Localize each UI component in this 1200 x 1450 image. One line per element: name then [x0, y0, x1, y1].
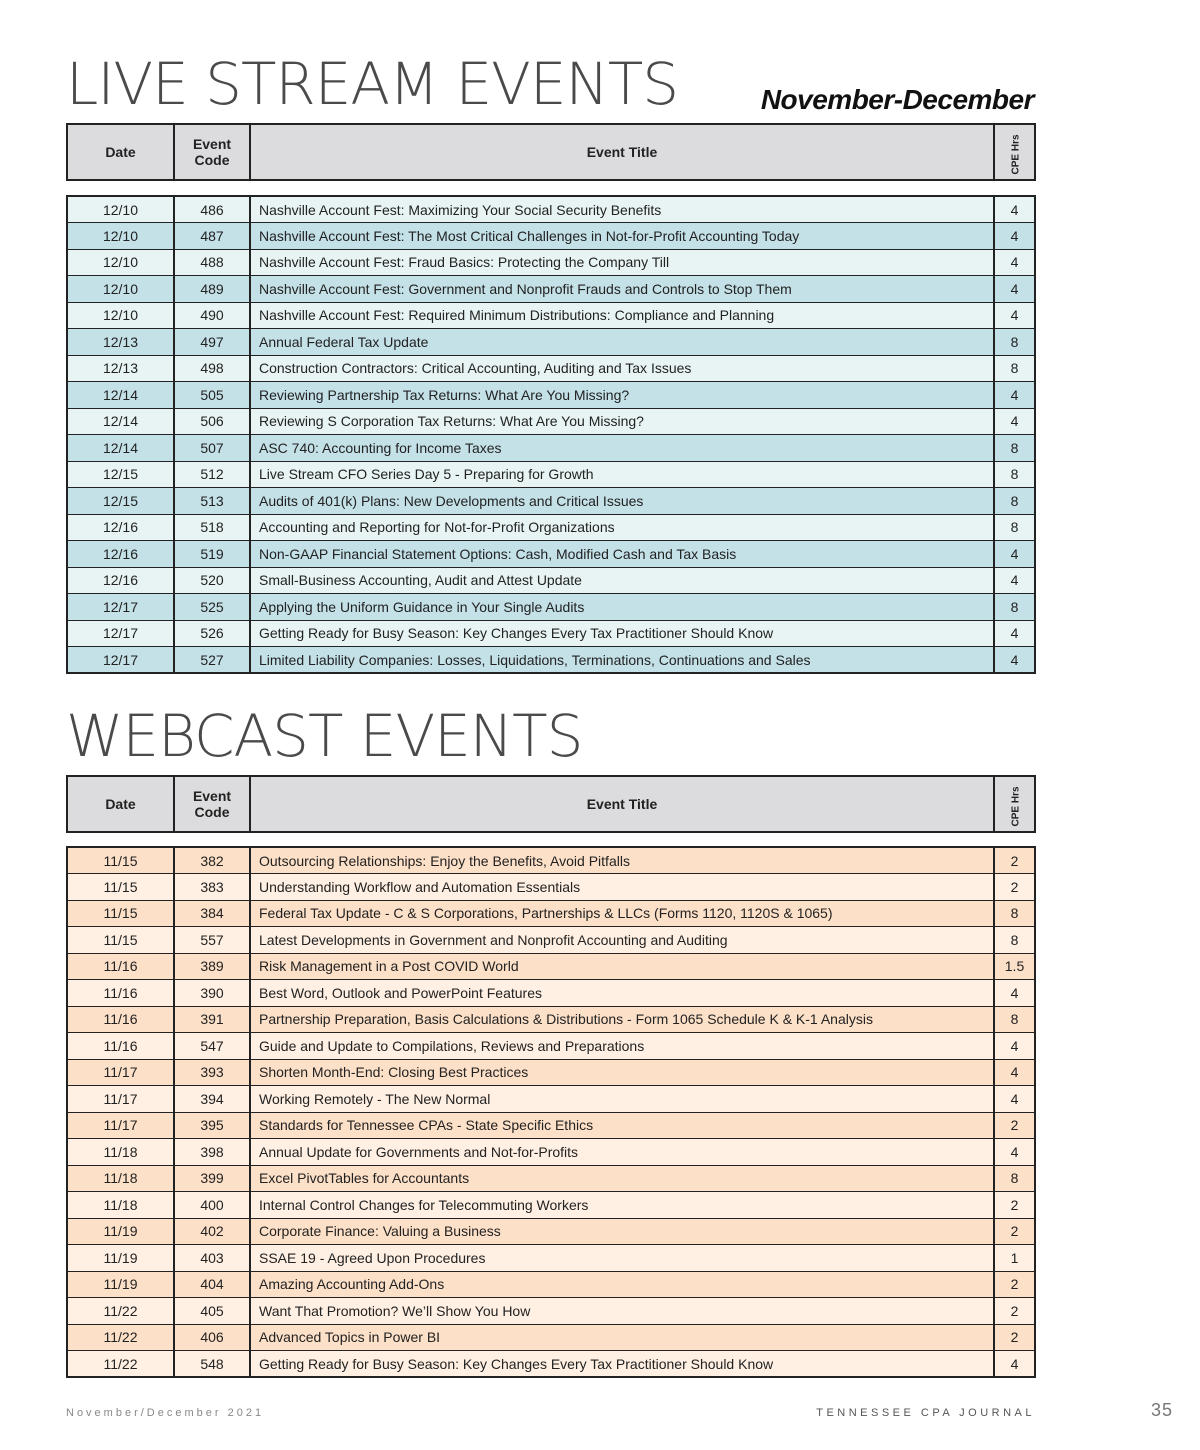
event-date: 11/22 [67, 1324, 174, 1351]
event-date: 12/14 [67, 382, 174, 409]
event-code: 406 [174, 1324, 250, 1351]
header-title: Event Title [250, 776, 994, 832]
cpe-hours: 1 [994, 1245, 1035, 1272]
event-date: 11/15 [67, 900, 174, 927]
table-row [67, 461, 1035, 488]
event-title: Want That Promotion? We’ll Show You How [250, 1298, 994, 1325]
table-row [67, 1298, 1035, 1325]
cpe-hours: 8 [994, 514, 1035, 541]
event-title: Audits of 401(k) Plans: New Developments and Critical Issues [250, 488, 994, 515]
event-title: Corporate Finance: Valuing a Business [250, 1218, 994, 1245]
event-code: 557 [174, 927, 250, 954]
event-code: 403 [174, 1245, 250, 1272]
cpe-hours: 4 [994, 567, 1035, 594]
cpe-hours: 2 [994, 1324, 1035, 1351]
event-date: 11/19 [67, 1271, 174, 1298]
event-date: 11/19 [67, 1218, 174, 1245]
event-date: 12/10 [67, 249, 174, 276]
event-date: 11/18 [67, 1192, 174, 1219]
cpe-hours: 4 [994, 276, 1035, 303]
table-row [67, 980, 1035, 1007]
event-title: Limited Liability Companies: Losses, Liquidations, Terminations, Continuations and Sales [250, 647, 994, 674]
event-title: Guide and Update to Compilations, Reviews and Preparations [250, 1033, 994, 1060]
header-code: Event Code [174, 776, 250, 832]
event-code: 525 [174, 594, 250, 621]
cpe-hours: 4 [994, 980, 1035, 1007]
event-date: 12/17 [67, 647, 174, 674]
event-title: Nashville Account Fest: Required Minimum Distributions: Compliance and Planning [250, 302, 994, 329]
event-date: 11/16 [67, 1006, 174, 1033]
event-code: 513 [174, 488, 250, 515]
table-row [67, 382, 1035, 409]
header-hrs: CPE Hrs [994, 776, 1035, 832]
table-row [67, 249, 1035, 276]
table-row [67, 1165, 1035, 1192]
cpe-hours: 4 [994, 249, 1035, 276]
table-row [67, 1218, 1035, 1245]
cpe-hours: 8 [994, 488, 1035, 515]
table-row [67, 514, 1035, 541]
footer-issue: November/December 2021 [66, 1407, 265, 1419]
cpe-hours: 8 [994, 1165, 1035, 1192]
cpe-hours: 4 [994, 223, 1035, 250]
event-date: 12/15 [67, 488, 174, 515]
event-title: Understanding Workflow and Automation Essentials [250, 874, 994, 901]
event-code: 487 [174, 223, 250, 250]
table-row [67, 1033, 1035, 1060]
cpe-hours: 4 [994, 620, 1035, 647]
event-title: Live Stream CFO Series Day 5 - Preparing for Growth [250, 461, 994, 488]
event-title: Nashville Account Fest: Fraud Basics: Protecting the Company Till [250, 249, 994, 276]
event-title: Annual Update for Governments and Not-for-Profits [250, 1139, 994, 1166]
event-title: Standards for Tennessee CPAs - State Specific Ethics [250, 1112, 994, 1139]
event-title: Advanced Topics in Power BI [250, 1324, 994, 1351]
table-row [67, 900, 1035, 927]
table-row [67, 927, 1035, 954]
event-title: Nashville Account Fest: The Most Critical Challenges in Not-for-Profit Accounting Today [250, 223, 994, 250]
event-title: Best Word, Outlook and PowerPoint Features [250, 980, 994, 1007]
event-date: 11/15 [67, 874, 174, 901]
event-title: Nashville Account Fest: Maximizing Your Social Security Benefits [250, 196, 994, 223]
header-title: Event Title [250, 124, 994, 180]
event-title: Risk Management in a Post COVID World [250, 953, 994, 980]
event-date: 12/14 [67, 435, 174, 462]
table-row [67, 1086, 1035, 1113]
event-code: 518 [174, 514, 250, 541]
event-date: 11/19 [67, 1245, 174, 1272]
event-date: 11/16 [67, 953, 174, 980]
event-title: Internal Control Changes for Telecommuting Workers [250, 1192, 994, 1219]
event-code: 548 [174, 1351, 250, 1378]
event-date: 12/10 [67, 302, 174, 329]
event-title: ASC 740: Accounting for Income Taxes [250, 435, 994, 462]
webcast-header-table [66, 775, 1036, 833]
event-date: 12/17 [67, 594, 174, 621]
event-code: 389 [174, 953, 250, 980]
event-date: 12/16 [67, 514, 174, 541]
table-row [67, 847, 1035, 874]
table-row [67, 329, 1035, 356]
table-row [67, 1059, 1035, 1086]
event-date: 11/18 [67, 1139, 174, 1166]
table-row [67, 953, 1035, 980]
header-code: Event Code [174, 124, 250, 180]
event-date: 11/22 [67, 1298, 174, 1325]
cpe-hours: 8 [994, 461, 1035, 488]
event-title: Accounting and Reporting for Not-for-Profit Organizations [250, 514, 994, 541]
cpe-hours: 4 [994, 1059, 1035, 1086]
cpe-hours: 2 [994, 874, 1035, 901]
table-row [67, 1139, 1035, 1166]
event-title: Getting Ready for Busy Season: Key Changes Every Tax Practitioner Should Know [250, 1351, 994, 1378]
event-code: 526 [174, 620, 250, 647]
event-title: Latest Developments in Government and Nonprofit Accounting and Auditing [250, 927, 994, 954]
table-row [67, 1006, 1035, 1033]
event-code: 398 [174, 1139, 250, 1166]
event-date: 11/18 [67, 1165, 174, 1192]
event-date: 11/16 [67, 1033, 174, 1060]
header-date: Date [67, 776, 174, 832]
table-row [67, 355, 1035, 382]
event-title: Non-GAAP Financial Statement Options: Cash, Modified Cash and Tax Basis [250, 541, 994, 568]
event-code: 527 [174, 647, 250, 674]
header-date: Date [67, 124, 174, 180]
event-title: Partnership Preparation, Basis Calculations & Distributions - Form 1065 Schedule K & K-1 Analysis [250, 1006, 994, 1033]
event-title: Shorten Month-End: Closing Best Practices [250, 1059, 994, 1086]
table-row [67, 1351, 1035, 1378]
event-date: 12/13 [67, 355, 174, 382]
event-code: 507 [174, 435, 250, 462]
table-row [67, 1271, 1035, 1298]
live-events-table [66, 195, 1036, 674]
webcast-title: WEBCAST EVENTS [66, 702, 583, 770]
event-code: 512 [174, 461, 250, 488]
event-code: 393 [174, 1059, 250, 1086]
event-date: 11/16 [67, 980, 174, 1007]
cpe-hours: 2 [994, 1218, 1035, 1245]
cpe-hours: 8 [994, 594, 1035, 621]
table-row [67, 874, 1035, 901]
event-code: 497 [174, 329, 250, 356]
event-code: 400 [174, 1192, 250, 1219]
event-code: 402 [174, 1218, 250, 1245]
table-row [67, 276, 1035, 303]
cpe-hours: 4 [994, 382, 1035, 409]
event-code: 405 [174, 1298, 250, 1325]
table-row [67, 223, 1035, 250]
live-header-table [66, 123, 1036, 181]
event-date: 12/17 [67, 620, 174, 647]
event-title: Applying the Uniform Guidance in Your Single Audits [250, 594, 994, 621]
cpe-hours: 8 [994, 329, 1035, 356]
event-code: 489 [174, 276, 250, 303]
cpe-hours: 4 [994, 196, 1035, 223]
webcast-events-table [66, 846, 1036, 1378]
table-row [67, 1324, 1035, 1351]
event-title: Reviewing Partnership Tax Returns: What Are You Missing? [250, 382, 994, 409]
event-title: Small-Business Accounting, Audit and Attest Update [250, 567, 994, 594]
event-title: Outsourcing Relationships: Enjoy the Benefits, Avoid Pitfalls [250, 847, 994, 874]
event-date: 11/17 [67, 1112, 174, 1139]
event-code: 399 [174, 1165, 250, 1192]
cpe-hours: 2 [994, 1271, 1035, 1298]
event-title: Amazing Accounting Add-Ons [250, 1271, 994, 1298]
event-date: 11/17 [67, 1086, 174, 1113]
event-date: 11/17 [67, 1059, 174, 1086]
cpe-hours: 2 [994, 1298, 1035, 1325]
event-date: 12/10 [67, 223, 174, 250]
event-date: 11/15 [67, 847, 174, 874]
event-title: Getting Ready for Busy Season: Key Changes Every Tax Practitioner Should Know [250, 620, 994, 647]
event-code: 520 [174, 567, 250, 594]
event-title: Annual Federal Tax Update [250, 329, 994, 356]
live-stream-title: LIVE STREAM EVENTS [66, 50, 679, 118]
table-row [67, 302, 1035, 329]
event-code: 395 [174, 1112, 250, 1139]
event-code: 488 [174, 249, 250, 276]
event-date: 12/15 [67, 461, 174, 488]
event-code: 519 [174, 541, 250, 568]
event-date: 12/16 [67, 567, 174, 594]
event-code: 498 [174, 355, 250, 382]
table-row [67, 196, 1035, 223]
table-row [67, 620, 1035, 647]
event-code: 490 [174, 302, 250, 329]
cpe-hours: 4 [994, 1351, 1035, 1378]
event-title: Working Remotely - The New Normal [250, 1086, 994, 1113]
event-date: 12/14 [67, 408, 174, 435]
event-title: Construction Contractors: Critical Accounting, Auditing and Tax Issues [250, 355, 994, 382]
cpe-hours: 8 [994, 1006, 1035, 1033]
event-code: 390 [174, 980, 250, 1007]
event-date: 12/10 [67, 276, 174, 303]
table-row [67, 488, 1035, 515]
table-row [67, 594, 1035, 621]
table-row [67, 408, 1035, 435]
cpe-hours: 8 [994, 900, 1035, 927]
page-number: 35 [1150, 1400, 1173, 1420]
event-date: 12/16 [67, 541, 174, 568]
table-row [67, 567, 1035, 594]
event-code: 382 [174, 847, 250, 874]
table-row [67, 1192, 1035, 1219]
event-date: 11/22 [67, 1351, 174, 1378]
event-code: 506 [174, 408, 250, 435]
cpe-hours: 1.5 [994, 953, 1035, 980]
table-row [67, 1245, 1035, 1272]
event-title: Reviewing S Corporation Tax Returns: What Are You Missing? [250, 408, 994, 435]
cpe-hours: 2 [994, 1192, 1035, 1219]
cpe-hours: 4 [994, 302, 1035, 329]
event-date: 12/10 [67, 196, 174, 223]
cpe-hours: 8 [994, 927, 1035, 954]
event-title: Excel PivotTables for Accountants [250, 1165, 994, 1192]
cpe-hours: 2 [994, 1112, 1035, 1139]
event-date: 11/15 [67, 927, 174, 954]
table-row [67, 647, 1035, 674]
table-row [67, 541, 1035, 568]
event-code: 391 [174, 1006, 250, 1033]
event-code: 384 [174, 900, 250, 927]
cpe-hours: 4 [994, 1139, 1035, 1166]
cpe-hours: 8 [994, 355, 1035, 382]
table-row [67, 435, 1035, 462]
cpe-hours: 4 [994, 408, 1035, 435]
event-code: 505 [174, 382, 250, 409]
event-code: 394 [174, 1086, 250, 1113]
cpe-hours: 2 [994, 847, 1035, 874]
cpe-hours: 4 [994, 1086, 1035, 1113]
cpe-hours: 8 [994, 435, 1035, 462]
event-code: 486 [174, 196, 250, 223]
cpe-hours: 4 [994, 647, 1035, 674]
footer-publication: TENNESSEE CPA JOURNAL [816, 1407, 1035, 1419]
event-title: Nashville Account Fest: Government and Nonprofit Frauds and Controls to Stop Them [250, 276, 994, 303]
header-hrs: CPE Hrs [994, 124, 1035, 180]
event-title: Federal Tax Update - C & S Corporations, Partnerships & LLCs (Forms 1120, 1120S & 1065) [250, 900, 994, 927]
event-code: 547 [174, 1033, 250, 1060]
event-code: 404 [174, 1271, 250, 1298]
period-label: November-December [760, 84, 1034, 115]
event-date: 12/13 [67, 329, 174, 356]
event-code: 383 [174, 874, 250, 901]
cpe-hours: 4 [994, 541, 1035, 568]
table-row [67, 1112, 1035, 1139]
cpe-hours: 4 [994, 1033, 1035, 1060]
event-title: SSAE 19 - Agreed Upon Procedures [250, 1245, 994, 1272]
